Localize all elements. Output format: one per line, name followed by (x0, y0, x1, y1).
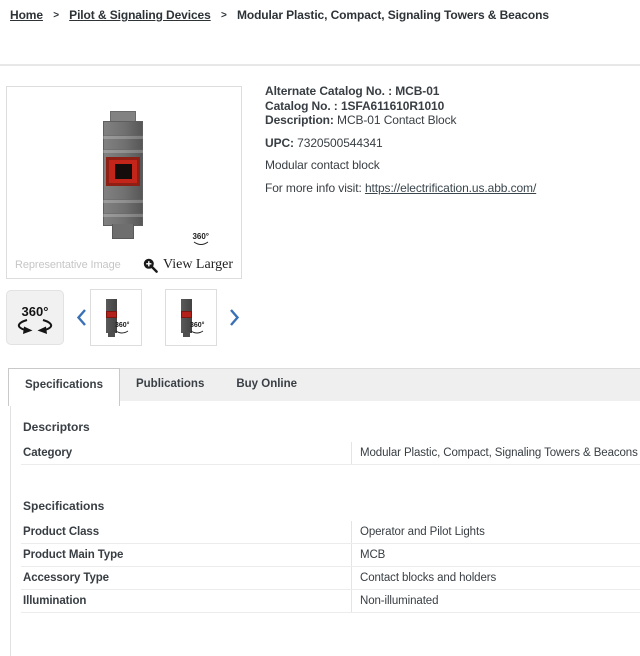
breadcrumb-separator: > (53, 10, 59, 21)
more-info: For more info visit: https://electrification.us.abb.com/ (265, 180, 537, 195)
breadcrumb-category-link[interactable]: Pilot & Signaling Devices (69, 8, 211, 22)
alternate-catalog-number: Alternate Catalog No. : MCB-01 (265, 84, 440, 98)
product-image (101, 111, 145, 239)
thumbnail-1[interactable] (90, 289, 142, 346)
product-upc: UPC: 7320500544341 (265, 135, 383, 150)
tab-buy-online[interactable]: Buy Online (236, 378, 298, 390)
tab-bar (0, 368, 640, 406)
rotate-360-badge-icon: 360° (190, 322, 204, 334)
breadcrumb (10, 8, 549, 22)
breadcrumb-home-link[interactable]: Home (10, 8, 43, 22)
row-value: Contact blocks and holders (351, 567, 640, 589)
specifications-panel (10, 406, 640, 656)
table-row (21, 590, 640, 613)
row-label: Category (23, 447, 73, 459)
section-title-descriptors: Descriptors (23, 420, 90, 434)
representative-image-label: Representative Image (15, 259, 121, 271)
zoom-in-icon (143, 258, 158, 273)
section-title-specifications: Specifications (23, 499, 105, 513)
row-value: Operator and Pilot Lights (351, 521, 640, 543)
breadcrumb-current-page: Modular Plastic, Compact, Signaling Towers & Beacons (236, 8, 549, 22)
thumbnail-2[interactable] (165, 289, 217, 346)
view-larger-button[interactable] (143, 257, 233, 273)
table-row (21, 544, 640, 567)
tab-publications[interactable]: Publications (135, 378, 205, 390)
chevron-left-icon[interactable] (75, 308, 87, 327)
row-label: Product Main Type (23, 549, 124, 561)
product-info (265, 84, 637, 195)
product-summary: Modular contact block (265, 158, 380, 172)
chevron-right-icon[interactable] (228, 308, 240, 327)
thumbnail-strip (6, 288, 240, 346)
rotate-360-label: 360° (21, 303, 49, 319)
view-larger-label: View Larger (162, 257, 233, 272)
product-description: Description: MCB-01 Contact Block (265, 113, 457, 127)
breadcrumb-separator: > (220, 10, 227, 21)
row-label: Illumination (23, 595, 87, 607)
rotate-arrows-icon (13, 318, 57, 335)
row-label: Accessory Type (23, 572, 109, 584)
catalog-number: Catalog No. : 1SFA611610R1010 (265, 98, 445, 113)
table-row (21, 442, 640, 465)
table-row (21, 567, 640, 590)
more-info-link[interactable]: https://electrification.us.abb.com/ (364, 180, 537, 195)
row-value: MCB (351, 544, 640, 566)
product-image-panel (6, 86, 242, 279)
rotate-360-badge-icon: 360° (192, 233, 209, 246)
table-row (21, 521, 640, 544)
row-label: Product Class (23, 526, 100, 538)
row-value: Non-illuminated (351, 590, 640, 612)
rotate-360-button[interactable] (6, 290, 64, 345)
header-divider (0, 64, 640, 66)
rotate-360-badge-icon: 360° (115, 322, 129, 334)
row-value: Modular Plastic, Compact, Signaling Towers & Beacons (351, 442, 640, 464)
tab-specifications[interactable]: Specifications (8, 368, 120, 406)
image-footer (15, 257, 233, 273)
